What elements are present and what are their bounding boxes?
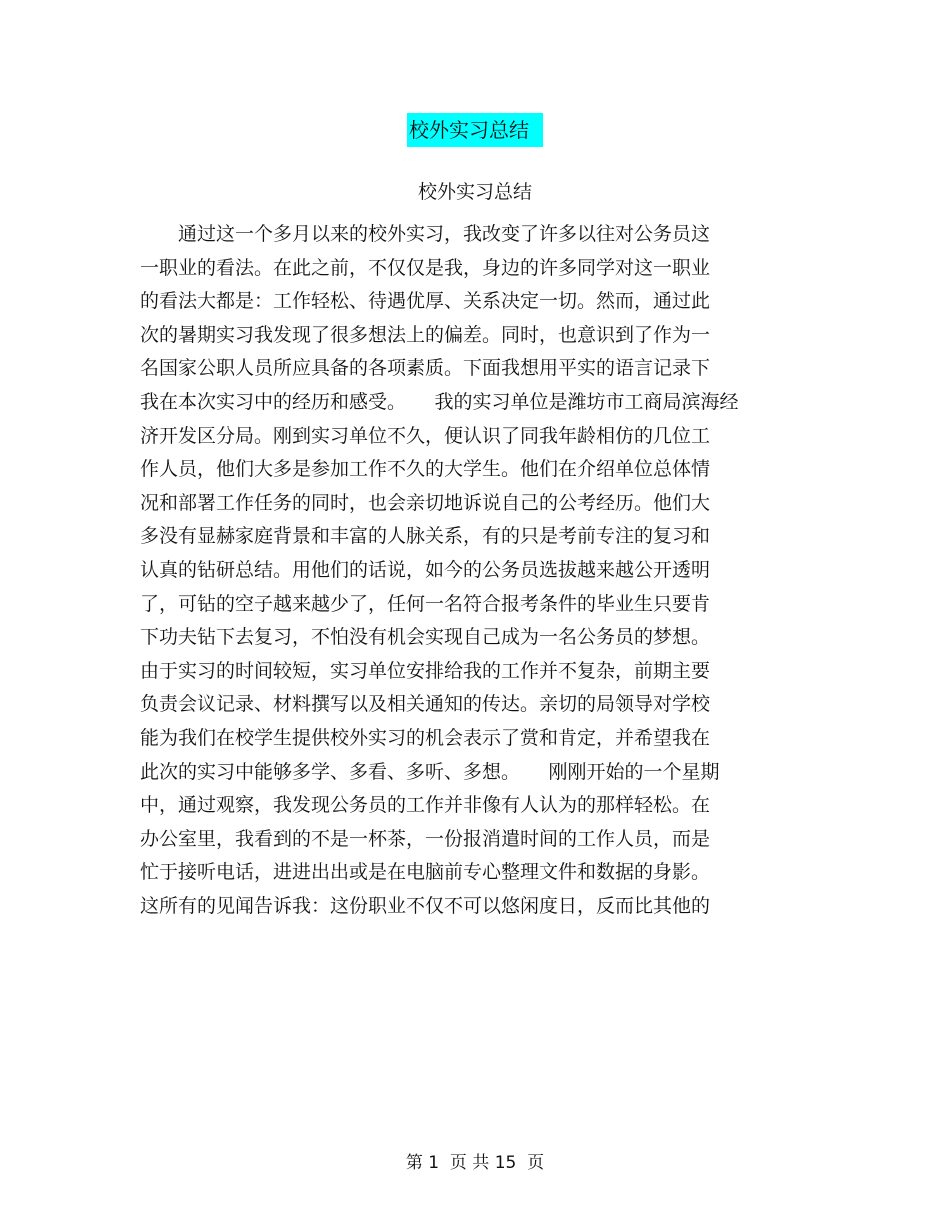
header-title-container: [0, 113, 950, 147]
text-line: 次的暑期实习我发现了很多想法上的偏差。同时，也意识到了作为一: [140, 323, 711, 346]
text-line: 了，可钻的空子越来越少了，任何一名符合报考条件的毕业生只要肯: [140, 592, 711, 615]
highlighted-title: 校外实习总结: [407, 113, 543, 147]
body-text: [140, 218, 800, 923]
text-line: 认真的钻研总结。用他们的话说，如今的公务员选拔越来越公开透明: [140, 558, 711, 581]
text-line: 多没有显赫家庭背景和丰富的人脉关系，有的只是考前专注的复习和: [140, 525, 711, 548]
text-line: 中，通过观察，我发现公务员的工作并非像有人认为的那样轻松。在: [140, 794, 711, 817]
text-line: 办公室里，我看到的不是一杯茶，一份报消遣时间的工作人员，而是: [140, 827, 711, 850]
text-line: 一职业的看法。在此之前，不仅仅是我，身边的许多同学对这一职业: [140, 256, 711, 279]
text-line: 的看法大都是：工作轻松、待遇优厚、关系决定一切。然而，通过此: [140, 290, 711, 313]
text-line: 通过这一个多月以来的校外实习，我改变了许多以往对公务员这: [140, 223, 711, 245]
text-line: 况和部署工作任务的同时，也会亲切地诉说自己的公考经历。他们大: [140, 491, 711, 514]
text-line: 名国家公职人员所应具备的各项素质。下面我想用平实的语言记录下: [140, 357, 711, 380]
text-line: 这所有的见闻告诉我：这份职业不仅不可以悠闲度日，反而比其他的: [140, 894, 711, 917]
text-line: 负责会议记录、材料撰写以及相关通知的传达。亲切的局领导对学校: [140, 693, 711, 716]
text-line: 忙于接听电话，进进出出或是在电脑前专心整理文件和数据的身影。: [140, 861, 711, 884]
text-line: 下功夫钻下去复习，不怕没有机会实现自己成为一名公务员的梦想。: [140, 626, 711, 649]
text-line: 此次的实习中能够多学、多看、多听、多想。 刚刚开始的一个星期: [140, 760, 720, 783]
text-line: 作人员，他们大多是参加工作不久的大学生。他们在介绍单位总体情: [140, 458, 711, 481]
text-line: 济开发区分局。刚到实习单位不久，便认识了同我年龄相仿的几位工: [140, 424, 711, 447]
text-line: 能为我们在校学生提供校外实习的机会表示了赏和肯定，并希望我在: [140, 726, 711, 749]
document-subtitle: 校外实习总结: [417, 181, 532, 203]
text-line: 由于实习的时间较短，实习单位安排给我的工作并不复杂，前期主要: [140, 659, 711, 682]
text-line: 我在本次实习中的经历和感受。 我的实习单位是潍坊市工商局滨海经: [140, 390, 739, 413]
page-number-footer: 第 1 页 共 15 页: [405, 1153, 545, 1173]
